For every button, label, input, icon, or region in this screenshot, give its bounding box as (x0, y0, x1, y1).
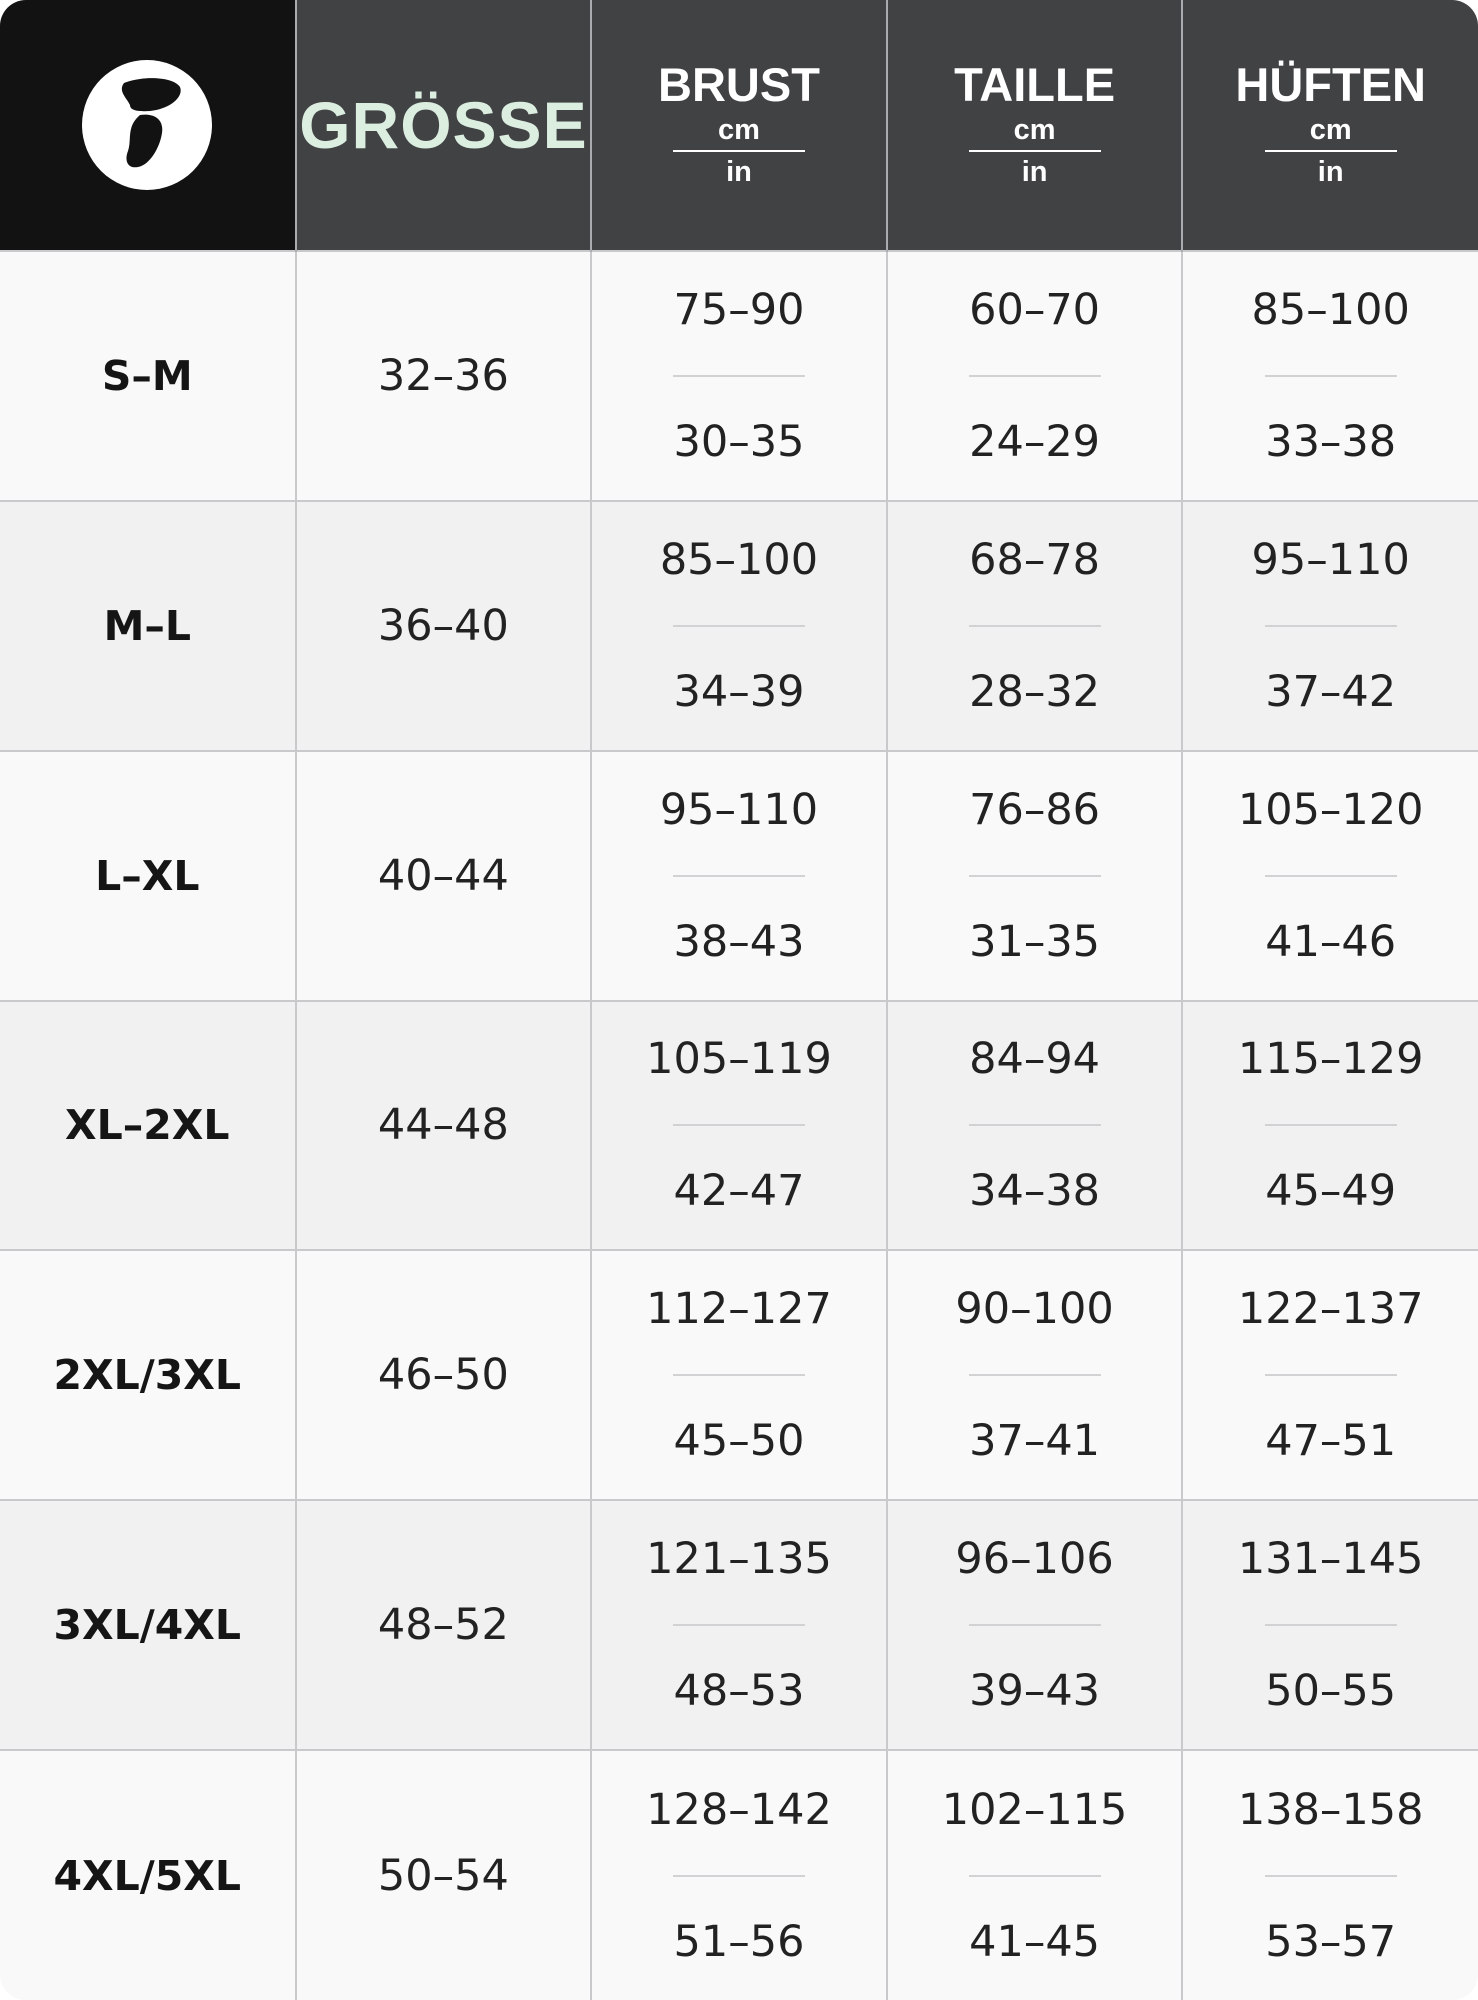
size-label: 3XL/4XL (0, 1500, 296, 1750)
taille-cm-value: 90–100 (955, 1284, 1114, 1335)
taille-in-value: 37–41 (969, 1416, 1101, 1467)
hueften-cm-value: 131–145 (1237, 1534, 1424, 1585)
hueften-in-value: 45–49 (1265, 1166, 1397, 1217)
taille-in-value: 39–43 (969, 1666, 1101, 1717)
table-row (0, 251, 1478, 501)
hueften-cm-value: 105–120 (1237, 784, 1424, 835)
taille-cell (887, 1250, 1183, 1500)
taille-in-value: 41–45 (969, 1916, 1101, 1967)
unit-divider (969, 150, 1101, 152)
value-divider (1265, 875, 1397, 877)
table-row (0, 1750, 1478, 2000)
taille-in-value: 31–35 (969, 916, 1101, 967)
table-row (0, 1500, 1478, 1750)
value-divider (673, 1374, 805, 1376)
brust-header-title: BRUST (658, 57, 820, 111)
value-divider (1265, 1624, 1397, 1626)
table-row (0, 501, 1478, 751)
hueften-header-title: HÜFTEN (1235, 57, 1426, 111)
hueften-cm-value: 122–137 (1237, 1284, 1424, 1335)
header-row (0, 0, 1478, 251)
taille-cm-value: 76–86 (969, 784, 1101, 835)
brust-in-value: 45–50 (673, 1416, 805, 1467)
hueften-cell (1182, 1750, 1478, 2000)
brust-cell (591, 1001, 887, 1251)
hueften-cm-value: 115–129 (1237, 1034, 1424, 1085)
brust-cm-value: 121–135 (646, 1534, 832, 1585)
taille-in-value: 28–32 (969, 666, 1101, 717)
value-divider (969, 1875, 1101, 1877)
brust-in-value: 34–39 (673, 666, 805, 717)
hueften-in-value: 33–38 (1265, 416, 1397, 467)
table-row (0, 1001, 1478, 1251)
size-range: 46–50 (296, 1250, 592, 1500)
value-divider (673, 1624, 805, 1626)
hueften-cell (1182, 251, 1478, 501)
brust-cm-value: 112–127 (646, 1284, 832, 1335)
brust-column-header (591, 0, 887, 251)
value-divider (969, 375, 1101, 377)
size-header-label: GRÖSSE (299, 88, 588, 162)
taille-cm-value: 68–78 (969, 534, 1101, 585)
table-row (0, 1250, 1478, 1500)
taille-column-header (887, 0, 1183, 251)
taille-cell (887, 1500, 1183, 1750)
taille-cm-value: 102–115 (941, 1784, 1128, 1835)
logo-cell (0, 0, 296, 251)
brust-cell (591, 1250, 887, 1500)
hueften-unit-cm: cm (1309, 113, 1352, 146)
value-divider (1265, 1875, 1397, 1877)
taille-header-title: TAILLE (954, 57, 1116, 111)
size-range: 50–54 (296, 1750, 592, 2000)
size-label: M–L (0, 501, 296, 751)
taille-cm-value: 96–106 (955, 1534, 1114, 1585)
hueften-cm-value: 95–110 (1251, 534, 1410, 585)
brust-cell (591, 501, 887, 751)
size-range: 36–40 (296, 501, 592, 751)
size-range: 40–44 (296, 751, 592, 1001)
hueften-in-value: 50–55 (1265, 1666, 1397, 1717)
hueften-cell (1182, 1500, 1478, 1750)
brust-unit-cm: cm (718, 113, 760, 146)
value-divider (969, 1624, 1101, 1626)
taille-in-value: 34–38 (969, 1166, 1101, 1217)
hueften-in-value: 53–57 (1265, 1916, 1397, 1967)
value-divider (969, 1374, 1101, 1376)
brust-unit-in: in (726, 155, 752, 188)
brust-cell (591, 251, 887, 501)
brust-cell (591, 751, 887, 1001)
size-range: 44–48 (296, 1001, 592, 1251)
taille-cell (887, 1750, 1183, 2000)
hueften-in-value: 41–46 (1265, 916, 1397, 967)
value-divider (673, 375, 805, 377)
taille-cell (887, 751, 1183, 1001)
brust-cm-value: 128–142 (646, 1784, 832, 1835)
logo-badge (82, 60, 212, 190)
value-divider (673, 625, 805, 627)
size-label: XL–2XL (0, 1001, 296, 1251)
value-divider (1265, 375, 1397, 377)
value-divider (1265, 625, 1397, 627)
brust-in-value: 38–43 (673, 916, 805, 967)
taille-cell (887, 501, 1183, 751)
hueften-unit-in: in (1317, 155, 1344, 188)
hueften-cell (1182, 501, 1478, 751)
size-label: 4XL/5XL (0, 1750, 296, 2000)
taille-cm-value: 84–94 (969, 1034, 1101, 1085)
taille-cell (887, 251, 1183, 501)
size-column-header (296, 0, 592, 251)
size-range: 32–36 (296, 251, 592, 501)
taille-in-value: 24–29 (969, 416, 1101, 467)
brust-cell (591, 1750, 887, 2000)
brust-in-value: 30–35 (673, 416, 805, 467)
value-divider (673, 1875, 805, 1877)
brust-cm-value: 105–119 (646, 1034, 832, 1085)
value-divider (969, 875, 1101, 877)
taille-cell (887, 1001, 1183, 1251)
value-divider (673, 875, 805, 877)
taille-unit-cm: cm (1013, 113, 1056, 146)
size-label: S–M (0, 251, 296, 501)
taille-unit-in: in (1021, 155, 1048, 188)
value-divider (1265, 1124, 1397, 1126)
brust-in-value: 51–56 (673, 1916, 805, 1967)
hueften-cell (1182, 1001, 1478, 1251)
size-label: L–XL (0, 751, 296, 1001)
unit-divider (1265, 150, 1397, 152)
butterfly-logo-icon (110, 75, 184, 175)
value-divider (969, 625, 1101, 627)
brust-cm-value: 95–110 (659, 784, 819, 835)
brust-cm-value: 85–100 (659, 534, 819, 585)
brust-in-value: 42–47 (673, 1166, 805, 1217)
size-range: 48–52 (296, 1500, 592, 1750)
hueften-in-value: 47–51 (1265, 1416, 1397, 1467)
value-divider (969, 1124, 1101, 1126)
unit-divider (673, 150, 805, 152)
brust-in-value: 48–53 (673, 1666, 805, 1717)
table-row (0, 751, 1478, 1001)
value-divider (1265, 1374, 1397, 1376)
value-divider (673, 1124, 805, 1126)
brust-cm-value: 75–90 (673, 284, 805, 335)
size-label: 2XL/3XL (0, 1250, 296, 1500)
brust-cell (591, 1500, 887, 1750)
hueften-cm-value: 138–158 (1237, 1784, 1424, 1835)
hueften-cell (1182, 751, 1478, 1001)
hueften-column-header (1182, 0, 1478, 251)
hueften-cm-value: 85–100 (1251, 284, 1410, 335)
hueften-in-value: 37–42 (1265, 666, 1397, 717)
taille-cm-value: 60–70 (969, 284, 1101, 335)
hueften-cell (1182, 1250, 1478, 1500)
